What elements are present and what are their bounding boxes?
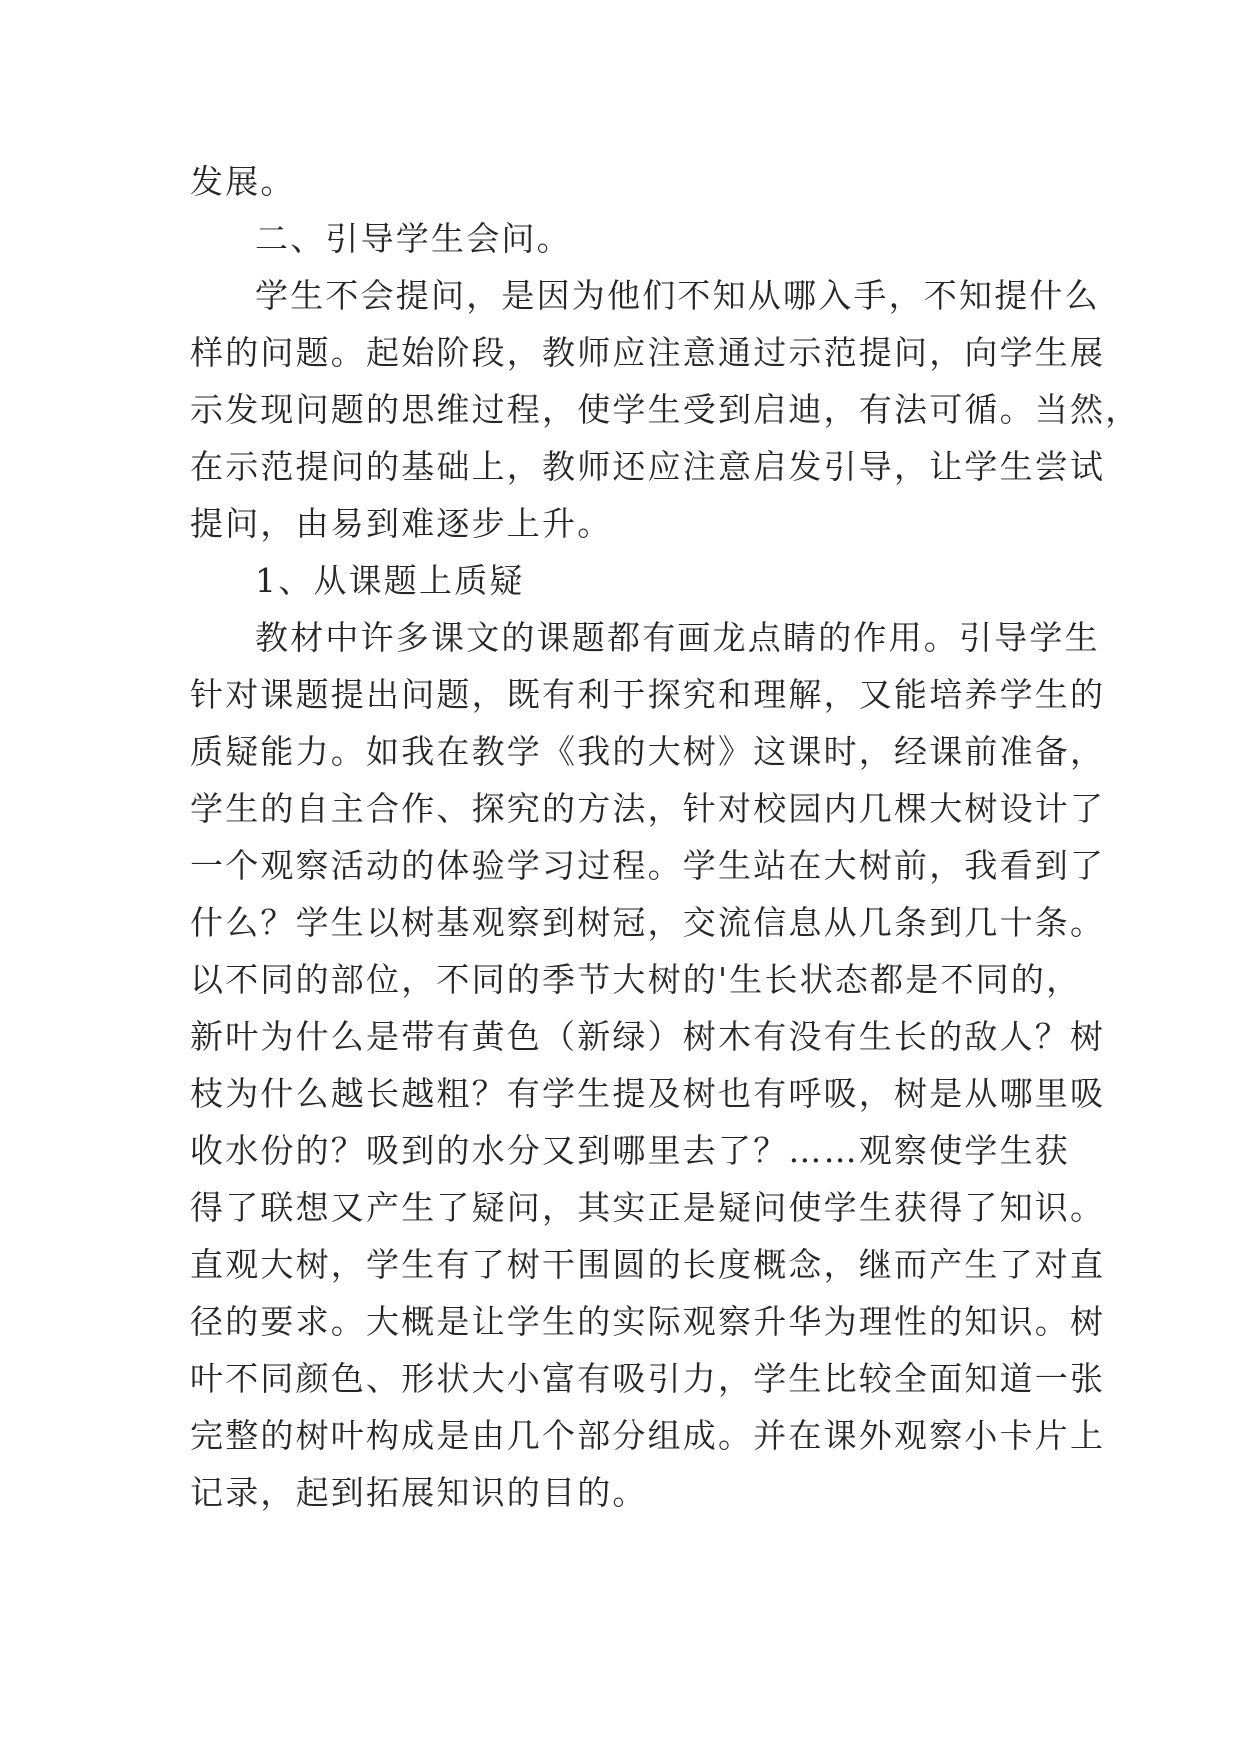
text-line: 一个观察活动的体验学习过程。学生站在大树前，我看到了 <box>190 846 1106 885</box>
text-line: 什么？学生以树基观察到树冠，交流信息从几条到几十条。 <box>190 903 1106 942</box>
subsection-heading: 1、从课题上质疑 <box>255 561 525 600</box>
text-line: 完整的树叶构成是由几个部分组成。并在课外观察小卡片上 <box>190 1416 1106 1455</box>
text-line: 质疑能力。如我在教学《我的大树》这课时，经课前准备， <box>190 732 1106 771</box>
text-line: 直观大树，学生有了树干围圆的长度概念，继而产生了对直 <box>190 1245 1106 1284</box>
text-line: 收水份的？吸到的水分又到哪里去了？……观察使学生获 <box>190 1131 1070 1170</box>
text-line: 以不同的部位，不同的季节大树的'生长状态都是不同的， <box>190 960 1082 999</box>
text-line: 样的问题。起始阶段，教师应注意通过示范提问，向学生展 <box>190 333 1106 372</box>
text-line: 示发现问题的思维过程，使学生受到启迪，有法可循。当然， <box>190 390 1141 429</box>
text-line: 针对课题提出问题，既有利于探究和理解，又能培养学生的 <box>190 675 1106 714</box>
text-line: 在示范提问的基础上，教师还应注意启发引导，让学生尝试 <box>190 447 1106 486</box>
text-line: 得了联想又产生了疑问，其实正是疑问使学生获得了知识。 <box>190 1188 1106 1227</box>
text-line: 新叶为什么是带有黄色（新绿）树木有没有生长的敌人？树 <box>190 1017 1106 1056</box>
text-line: 记录，起到拓展知识的目的。 <box>190 1473 648 1512</box>
text-line: 枝为什么越长越粗？有学生提及树也有呼吸，树是从哪里吸 <box>190 1074 1106 1113</box>
paragraph-start-line: 学生不会提问，是因为他们不知从哪入手，不知提什么 <box>255 276 1100 315</box>
section-heading: 二、引导学生会问。 <box>255 219 572 258</box>
text-line: 发展。 <box>190 162 296 201</box>
text-line: 学生的自主合作、探究的方法，针对校园内几棵大树设计了 <box>190 789 1106 828</box>
text-line: 径的要求。大概是让学生的实际观察升华为理性的知识。树 <box>190 1302 1106 1341</box>
paragraph-start-line: 教材中许多课文的课题都有画龙点睛的作用。引导学生 <box>255 618 1100 657</box>
text-line: 叶不同颜色、形状大小富有吸引力，学生比较全面知道一张 <box>190 1359 1106 1398</box>
text-line: 提问，由易到难逐步上升。 <box>190 504 613 543</box>
